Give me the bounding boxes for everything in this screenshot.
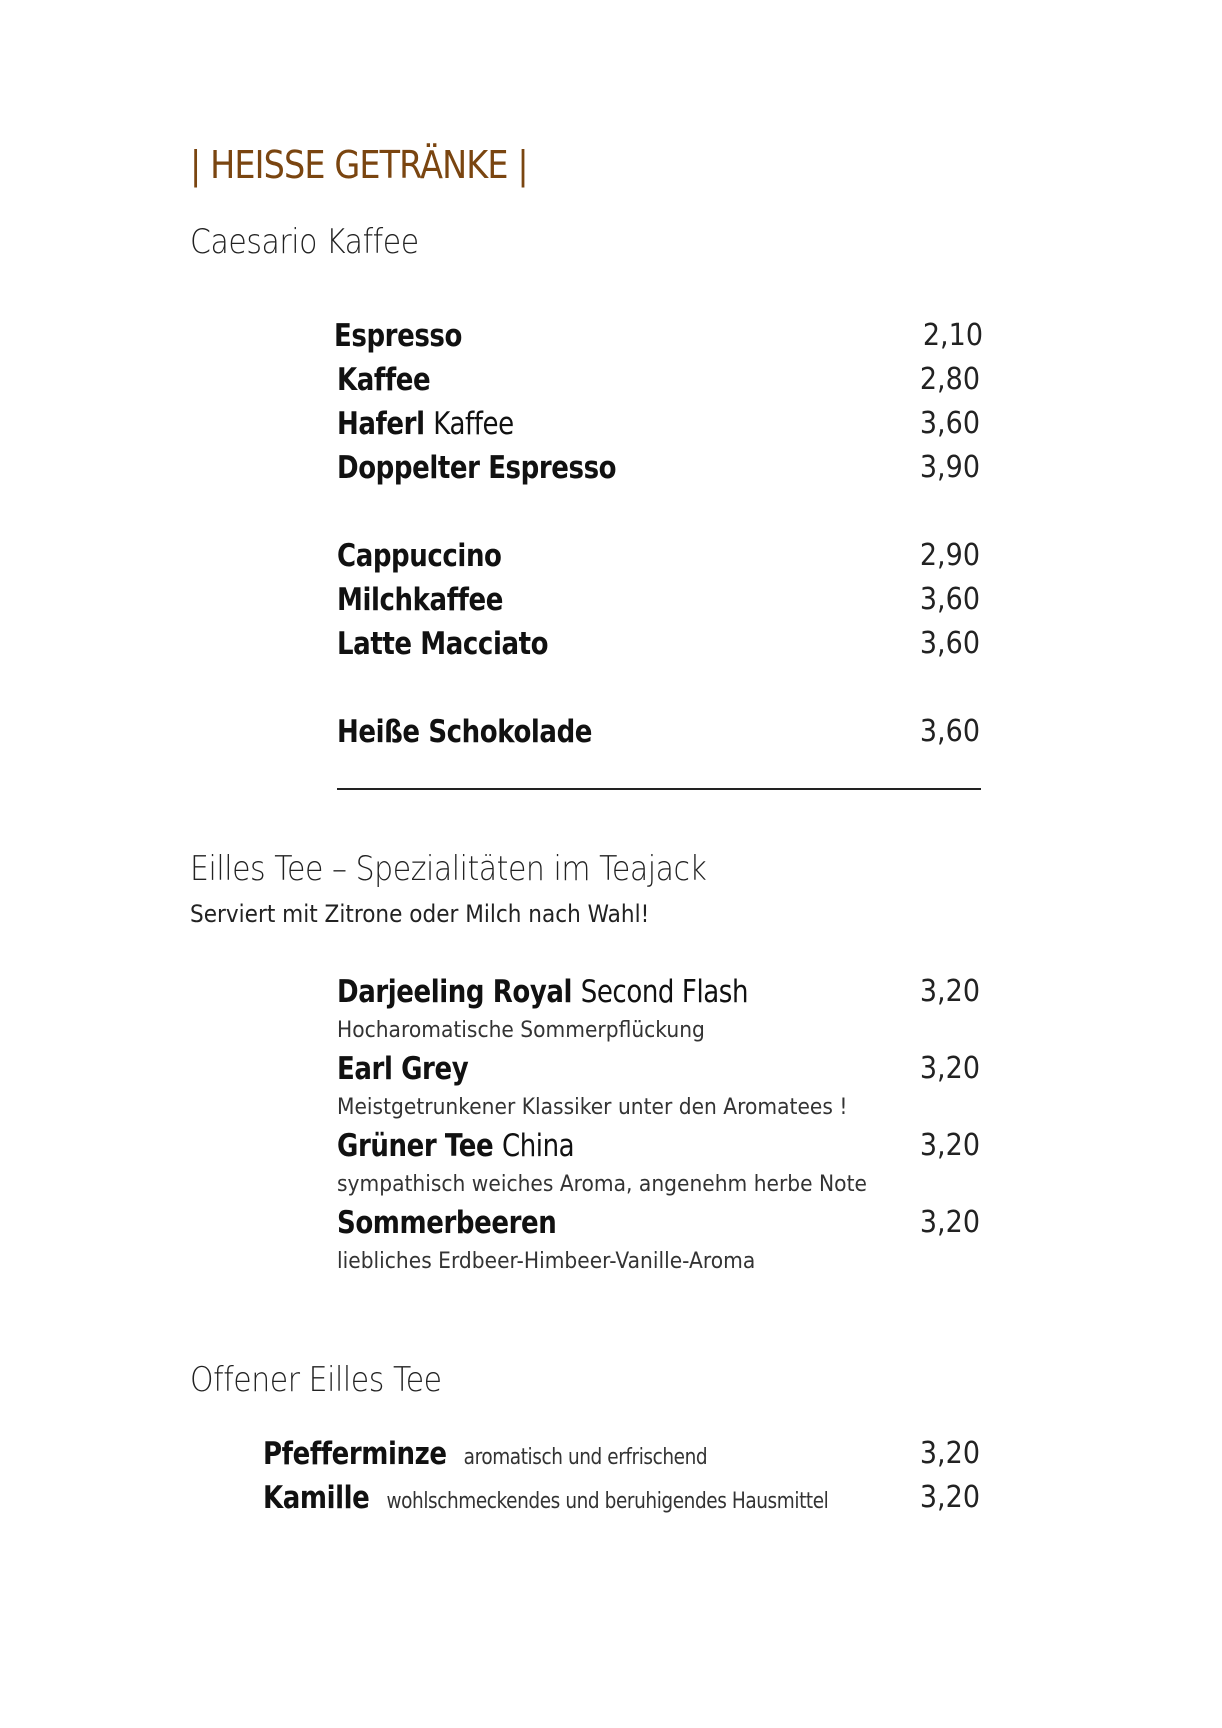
menu-item-price: 2,90 (919, 538, 980, 573)
menu-item-name: Earl Grey (337, 1051, 469, 1087)
menu-item-name: Heiße Schokolade (337, 714, 593, 750)
menu-item-name: Milchkaffee (337, 582, 503, 618)
menu-item-description: wohlschmeckendes und beruhigendes Hausmittel (386, 1489, 829, 1514)
menu-item-name-extra: Kaffee (433, 406, 514, 442)
menu-item-description: Hocharomatische Sommerpflückung (337, 1018, 705, 1043)
menu-item-price: 2,80 (919, 362, 980, 397)
menu-item-price: 3,60 (919, 714, 980, 749)
menu-item-price: 3,20 (919, 974, 980, 1009)
menu-item-price: 3,60 (919, 626, 980, 661)
menu-item-price: 3,60 (919, 582, 980, 617)
menu-item-name-bold: Darjeeling Royal (337, 974, 573, 1010)
menu-item-name: Espresso (334, 318, 462, 354)
menu-item-description: liebliches Erdbeer-Himbeer-Vanille-Aroma (337, 1249, 756, 1274)
menu-item-price: 3,60 (919, 406, 980, 441)
menu-item-name: Latte Macciato (337, 626, 549, 662)
menu-item-description: Meistgetrunkener Klassiker unter den Aromatees ! (337, 1095, 848, 1120)
menu-item-price: 3,20 (919, 1480, 980, 1515)
menu-item-name: Kaffee (337, 362, 431, 398)
section-heading-offen: Offener Eilles Tee (190, 1360, 442, 1400)
menu-item-name (337, 406, 514, 442)
menu-item-name-bold: Kamille (263, 1480, 370, 1516)
menu-item-price: 3,20 (919, 1128, 980, 1163)
menu-item-description: aromatisch und erfrischend (463, 1445, 708, 1470)
menu-item-name-bold: Haferl (337, 406, 425, 442)
menu-item-name: Doppelter Espresso (337, 450, 617, 486)
menu-item-name (263, 1436, 707, 1472)
section-heading-kaffee: Caesario Kaffee (190, 222, 419, 262)
menu-item-description: sympathisch weiches Aroma, angenehm herbe Note (337, 1172, 867, 1197)
section-divider (337, 788, 981, 790)
menu-item-price: 3,20 (919, 1205, 980, 1240)
menu-item-price: 3,90 (919, 450, 980, 485)
section-subheading-tee: Serviert mit Zitrone oder Milch nach Wahl! (190, 900, 650, 928)
page-title: | HEISSE GETRÄNKE | (190, 143, 528, 187)
menu-item-name-bold: Grüner Tee (337, 1128, 494, 1164)
menu-item-price: 3,20 (919, 1051, 980, 1086)
menu-item-name-extra: China (501, 1128, 575, 1164)
menu-item-name: Cappuccino (337, 538, 502, 574)
menu-item-name (263, 1480, 828, 1516)
menu-item-name (337, 974, 748, 1010)
menu-item-name (337, 1128, 574, 1164)
menu-item-price: 2,10 (922, 318, 983, 353)
section-heading-tee: Eilles Tee – Spezialitäten im Teajack (190, 849, 707, 889)
menu-item-name: Sommerbeeren (337, 1205, 557, 1241)
menu-item-price: 3,20 (919, 1436, 980, 1471)
menu-item-name-extra: Second Flash (580, 974, 749, 1010)
menu-item-name-bold: Pfefferminze (263, 1436, 447, 1472)
